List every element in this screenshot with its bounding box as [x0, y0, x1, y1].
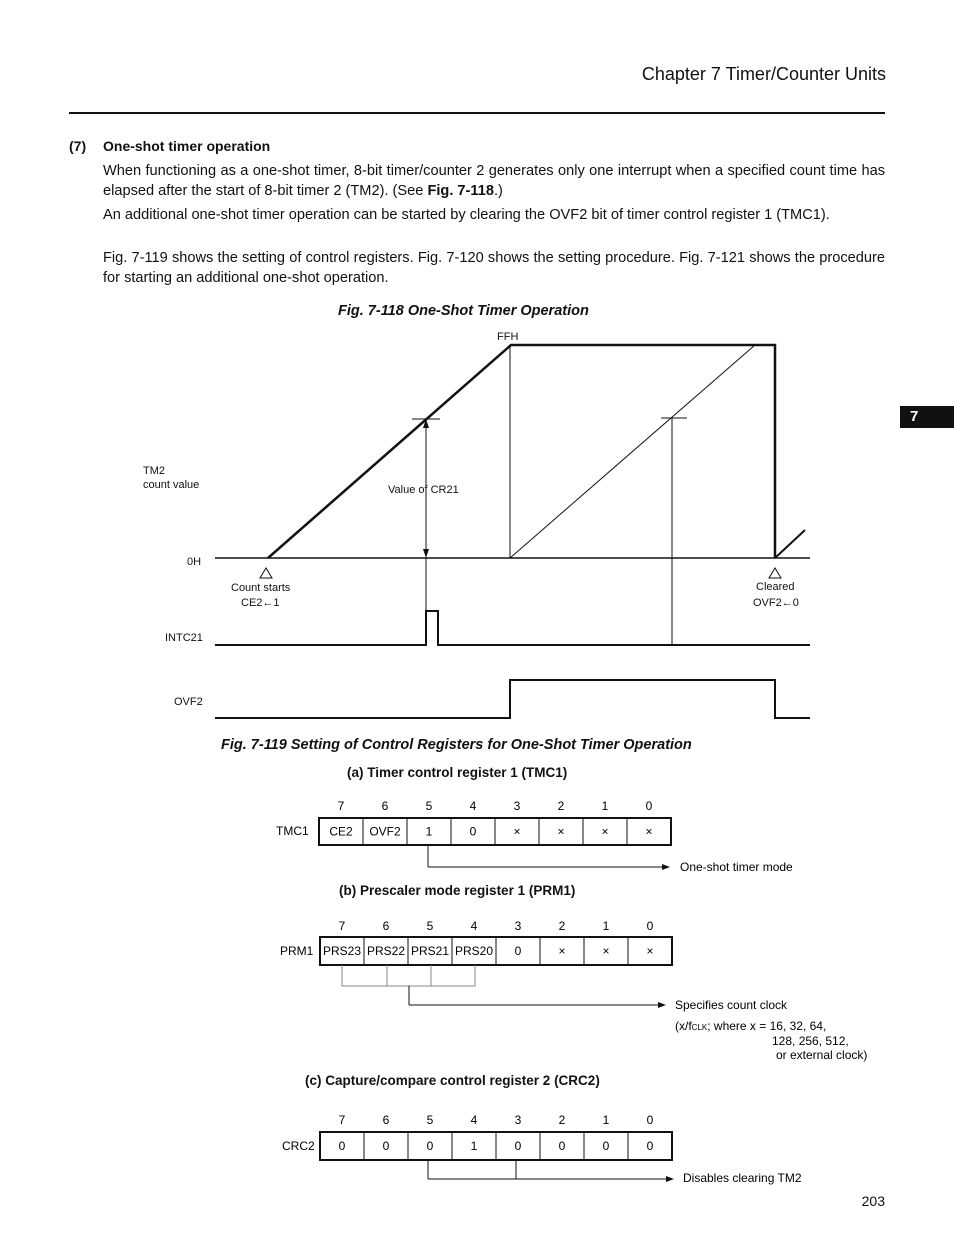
- chapter-tab: 7: [900, 406, 954, 428]
- section-title: One-shot timer operation: [103, 138, 271, 154]
- label-intc21: INTC21: [165, 632, 203, 644]
- paragraph-1-text-b: .): [493, 182, 503, 199]
- register-cell: 0: [426, 1139, 434, 1153]
- bit-number: 4: [469, 799, 477, 813]
- register-cell: 0: [338, 1139, 346, 1153]
- bit-number: 3: [513, 799, 521, 813]
- bit-number: 5: [425, 799, 433, 813]
- crc2-arrow-head: [666, 1176, 674, 1182]
- register-cell: 0: [514, 944, 522, 958]
- crc2-register: [282, 1113, 802, 1185]
- section-number: (7): [69, 138, 87, 154]
- bit-number: 0: [645, 799, 653, 813]
- bit-number: 7: [338, 1113, 346, 1127]
- bit-number: 6: [382, 919, 390, 933]
- chapter-title: Chapter 7 Timer/Counter Units: [641, 64, 886, 84]
- label-count-starts: Count starts: [231, 582, 291, 594]
- register-cell: 0: [469, 824, 477, 839]
- label-ovf2: OVF2: [174, 696, 203, 708]
- tmc1-register: [276, 799, 793, 874]
- crc2-note: Disables clearing TM2: [683, 1171, 802, 1185]
- bit-number: 1: [601, 799, 609, 813]
- bit-number: 6: [381, 799, 389, 813]
- register-cell: 0: [602, 1139, 610, 1153]
- paragraph-3: Fig. 7-119 shows the setting of control registers. Fig. 7-120 shows the setting procedure. Fig. 7-121 shows the procedure for starting an additional one-shot operation.: [103, 250, 885, 286]
- register-cell: ×: [645, 824, 653, 839]
- register-cell: 0: [558, 1139, 566, 1153]
- register-cell: ×: [601, 824, 609, 839]
- register-cell: 0: [514, 1139, 522, 1153]
- register-cell: ×: [602, 944, 610, 958]
- bit-number: 5: [426, 1113, 434, 1127]
- prm1-bracket-group: [342, 965, 475, 986]
- label-cr21: Value of CR21: [388, 484, 459, 496]
- bit-number: 0: [646, 1113, 654, 1127]
- register-cell: 1: [425, 824, 433, 839]
- register-cell: CE2: [329, 824, 353, 839]
- bit-number: 1: [602, 919, 610, 933]
- prm1-subtitle: (b) Prescaler mode register 1 (PRM1): [339, 883, 576, 898]
- register-cell: ×: [513, 824, 521, 839]
- bit-number: 5: [426, 919, 434, 933]
- prm1-note: Specifies count clock: [675, 998, 788, 1012]
- register-cell: 0: [382, 1139, 390, 1153]
- register-cell: PRS21: [410, 944, 450, 958]
- prm1-name: PRM1: [280, 944, 314, 958]
- prm1-register: [280, 919, 867, 1062]
- prm1-note-line2: [675, 1019, 826, 1033]
- register-cell: OVF2: [369, 824, 401, 839]
- label-ce2-set: CE2←1: [241, 597, 280, 609]
- label-tm2: TM2: [143, 465, 165, 477]
- register-cell: ×: [558, 944, 566, 958]
- bit-number: 1: [602, 1113, 610, 1127]
- register-cell: 1: [470, 1139, 478, 1153]
- fig118-caption: Fig. 7-118 One-Shot Timer Operation: [338, 303, 589, 319]
- tmc1-name: TMC1: [276, 824, 309, 838]
- page-number: 203: [861, 1193, 885, 1209]
- bit-number: 2: [558, 919, 566, 933]
- label-cleared: Cleared: [756, 581, 795, 593]
- register-cell: PRS20: [454, 944, 494, 958]
- tmc1-subtitle: (a) Timer control register 1 (TMC1): [347, 765, 568, 780]
- prm1-arrow-head: [658, 1002, 666, 1008]
- bit-number: 0: [646, 919, 654, 933]
- fig119-caption: Fig. 7-119 Setting of Control Registers for One-Shot Timer Operation: [221, 737, 692, 753]
- register-cell: ×: [557, 824, 565, 839]
- tmc1-note: One-shot timer mode: [680, 860, 793, 874]
- register-cell: PRS23: [322, 944, 362, 958]
- prm1-note-line2-b: ; where x = 16, 32, 64,: [707, 1019, 827, 1033]
- paragraph-2: An additional one-shot timer operation can be started by clearing the OVF2 bit of timer control register 1 (TMC1).: [103, 207, 830, 223]
- bit-number: 4: [470, 1113, 478, 1127]
- bit-number: 4: [470, 919, 478, 933]
- tmc1-arrow-head: [662, 864, 670, 870]
- bit-number: 6: [382, 1113, 390, 1127]
- label-ffh: FFH: [497, 331, 519, 343]
- bit-number: 7: [337, 799, 345, 813]
- paragraph-1-text-a: When functioning as a one-shot timer, 8-bit timer/counter 2 generates only one interrupt when a specified count time has elapsed after the start of 8-bit timer 2 (TM2). (See: [103, 163, 885, 199]
- bit-number: 2: [557, 799, 565, 813]
- label-ovf2-clear: OVF2←0: [753, 597, 799, 609]
- bit-number: 7: [338, 919, 346, 933]
- prm1-note-line2-sub: CLK: [691, 1023, 708, 1032]
- label-count-value: count value: [143, 479, 200, 491]
- bit-number: 2: [558, 1113, 566, 1127]
- prm1-note-line2-a: (x/f: [675, 1019, 692, 1033]
- register-cell: PRS22: [366, 944, 406, 958]
- prm1-note-line4: or external clock): [776, 1048, 868, 1062]
- bit-number: 3: [514, 1113, 522, 1127]
- register-cell: ×: [646, 944, 654, 958]
- register-cell: 0: [646, 1139, 654, 1153]
- label-0h: 0H: [187, 556, 202, 568]
- prm1-note-line3: 128, 256, 512,: [772, 1034, 849, 1048]
- crc2-name: CRC2: [282, 1139, 315, 1153]
- bit-number: 3: [514, 919, 522, 933]
- figure-reference: Fig. 7-118: [427, 182, 494, 199]
- crc2-subtitle: (c) Capture/compare control register 2 (CRC2): [305, 1073, 600, 1088]
